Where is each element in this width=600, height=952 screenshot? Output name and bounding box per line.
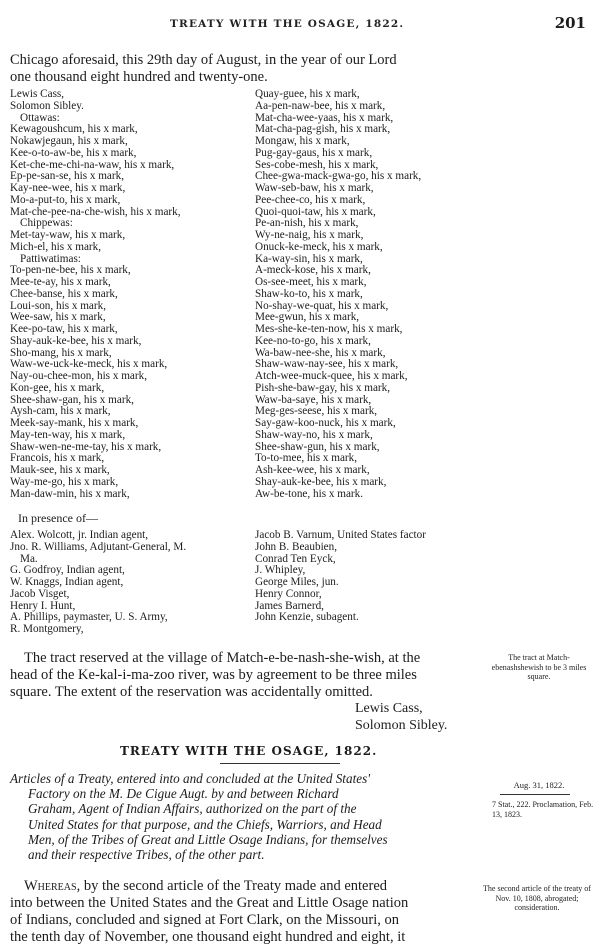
signatory-entry: Chee-gwa-mack-gwa-go, his x mark,	[255, 170, 422, 183]
signatory-entry: Aa-pen-naw-bee, his x mark,	[255, 99, 386, 112]
intro-line: Chicago aforesaid, this 29th day of August, in the year of our Lord	[10, 52, 397, 68]
signatory-entry: Say-gaw-koo-nuck, his x mark,	[255, 417, 396, 429]
signatory-entry: Pug-gay-gaus, his x mark,	[255, 146, 373, 159]
date-margin-note: Aug. 31, 1822.	[513, 780, 565, 790]
witness-entry: Jno. R. Williams, Adjutant-General, M.	[10, 540, 187, 553]
signatory-entry: Onuck-ke-meck, his x mark,	[255, 240, 383, 253]
tract-line: head of the Ke-kal-i-ma-zoo river, was by agreement to be three miles	[10, 667, 417, 683]
tract-margin-note: The tract at Match-ebenashshewish to be 3 miles square.	[491, 653, 587, 681]
signatory-entry: Kee-po-taw, his x mark,	[10, 323, 118, 335]
signatory-entry: Quay-guee, his x mark,	[255, 88, 360, 100]
signatory-entry: Mee-te-ay, his x mark,	[10, 276, 111, 288]
witness-entry: R. Montgomery,	[10, 623, 84, 635]
articles-paragraph	[10, 771, 482, 862]
signatory-entry: Waw-we-uck-ke-meck, his x mark,	[10, 358, 168, 371]
second-article-margin-note: The second article of the treaty of Nov. 10, 1808, abrogated; consideration.	[483, 884, 591, 912]
signatory-entry: Solomon Sibley.	[10, 99, 84, 112]
articles-line: United States for that purpose, and the Chiefs, Warriors, and Head	[28, 816, 382, 832]
signatory-entry: Mat-cha-wee-yaas, his x mark,	[255, 111, 394, 124]
signatory-entry: To-to-mee, his x mark,	[255, 452, 358, 465]
signatory-entry: Met-tay-waw, his x mark,	[10, 229, 126, 241]
signatory-entry: Pee-chee-co, his x mark,	[255, 193, 366, 206]
signatory-entry: Mo-a-put-to, his x mark,	[10, 193, 121, 206]
signatory-entry: Ket-che-me-chi-na-waw, his x mark,	[10, 158, 175, 171]
signatory-entry: Kay-nee-wee, his x mark,	[10, 182, 126, 194]
signatory-entry: Chippewas:	[20, 217, 73, 230]
signatory-entry: Quoi-quoi-taw, his x mark,	[255, 205, 376, 218]
witness-entry: Alex. Wolcott, jr. Indian agent,	[10, 529, 149, 541]
running-head: TREATY WITH THE OSAGE, 1822.	[170, 18, 405, 30]
signatory-entry: Pish-she-baw-gay, his x mark,	[255, 381, 391, 394]
date-rule	[500, 794, 570, 795]
signatory-entry: Chee-banse, his x mark,	[10, 287, 118, 300]
signature-cass: Lewis Cass,	[355, 701, 423, 716]
signatory-entry: Loui-son, his x mark,	[10, 299, 107, 312]
section-title: TREATY WITH THE OSAGE, 1822.	[120, 744, 378, 758]
signatory-entry: Mee-gwun, his x mark,	[255, 311, 360, 324]
signatory-entry: Meg-ges-seese, his x mark,	[255, 405, 378, 418]
signatory-entry: Shaw-ko-to, his x mark,	[255, 287, 363, 300]
intro-paragraph	[10, 52, 488, 86]
signatory-entry: Man-daw-min, his x mark,	[10, 487, 130, 500]
signature-sibley: Solomon Sibley.	[355, 718, 448, 733]
signatory-entry: Pe-an-nish, his x mark,	[255, 217, 359, 230]
witness-entry: Conrad Ten Eyck,	[255, 552, 336, 565]
intro-line: one thousand eight hundred and twenty-one.	[10, 69, 268, 85]
signatory-entry: Shay-auk-ke-bee, his x mark,	[255, 475, 387, 488]
signatory-entry: Pattiwatimas:	[20, 252, 81, 265]
articles-line: and their respective Tribes, of the other part.	[28, 847, 265, 863]
signatory-entry: Wa-baw-nee-she, his x mark,	[255, 346, 386, 359]
signatory-entry: Aw-be-tone, his x mark.	[255, 487, 364, 500]
signatory-entry: May-ten-way, his x mark,	[10, 428, 126, 441]
whereas-line: into between the United States and the Great and Little Osage nation	[10, 895, 409, 911]
whereas-lead: Whereas,	[24, 878, 81, 894]
signatory-entry: Kee-o-to-aw-be, his x mark,	[10, 146, 137, 159]
signatory-entry: Wy-ne-naig, his x mark,	[255, 229, 364, 241]
signatory-entry: Ka-way-sin, his x mark,	[255, 252, 363, 265]
signatory-entry: A-meck-kose, his x mark,	[255, 264, 371, 277]
signatory-entry: Kee-no-to-go, his x mark,	[255, 334, 371, 347]
witness-entry: John Kenzie, subagent.	[255, 611, 359, 624]
witness-entry: W. Knaggs, Indian agent,	[10, 576, 124, 588]
signatory-entry: No-shay-we-quat, his x mark,	[255, 299, 389, 312]
signatory-entry: Way-me-go, his x mark,	[10, 475, 119, 488]
signatory-entry: Ottawas:	[20, 111, 60, 124]
signatory-entry: Aysh-cam, his x mark,	[10, 405, 111, 418]
signatory-entry: Francois, his x mark,	[10, 452, 105, 465]
presence-label: In presence of—	[18, 511, 98, 525]
signatory-entry: Lewis Cass,	[10, 88, 65, 100]
witness-entry: Jacob Visget,	[10, 587, 70, 600]
witness-entry: Henry Connor,	[255, 587, 322, 600]
witness-entry: George Miles, jun.	[255, 576, 339, 588]
signatory-entry: Shaw-wen-ne-me-tay, his x mark,	[10, 440, 162, 453]
witness-entry: G. Godfroy, Indian agent,	[10, 564, 125, 577]
signatory-entry: Shay-auk-ke-bee, his x mark,	[10, 334, 142, 347]
signatory-entry: Meek-say-mank, his x mark,	[10, 417, 139, 429]
signatory-entry: Wee-saw, his x mark,	[10, 311, 106, 324]
whereas-line: by the second article of the Treaty made and entered	[80, 878, 388, 894]
tract-paragraph	[10, 650, 488, 701]
witness-entry: James Barnerd,	[255, 599, 324, 612]
page-number: 201	[554, 14, 586, 32]
signatory-entry: Os-see-meet, his x mark,	[255, 276, 367, 288]
witnesses-left-column	[10, 530, 186, 636]
articles-line: Men, of the Tribes of Great and Little Osage Indians, for themselves	[28, 831, 388, 847]
title-rule	[220, 763, 340, 764]
signatory-entry: Ep-pe-san-se, his x mark,	[10, 170, 125, 183]
signatory-entry: Mongaw, his x mark,	[255, 135, 350, 147]
signatories-right-column	[255, 89, 421, 500]
signatory-entry: Mat-che-pee-na-che-wish, his x mark,	[10, 205, 181, 218]
signatory-entry: Kon-gee, his x mark,	[10, 381, 105, 394]
signatory-entry: Atch-wee-muck-quee, his x mark,	[255, 370, 408, 382]
witness-entry: A. Phillips, paymaster, U. S. Army,	[10, 611, 168, 624]
whereas-paragraph	[10, 878, 488, 946]
signatories-left-column	[10, 89, 181, 500]
whereas-line: the tenth day of November, one thousand eight hundred and eight, it	[10, 929, 406, 945]
signatory-entry: Shee-shaw-gan, his x mark,	[10, 393, 134, 406]
signatory-entry: To-pen-ne-bee, his x mark,	[10, 264, 131, 277]
signatory-entry: Nokawjegaun, his x mark,	[10, 135, 128, 147]
articles-line: Articles of a Treaty, entered into and concluded at the United States'	[10, 771, 371, 786]
signatory-entry: Ash-kee-wee, his x mark,	[255, 464, 370, 476]
witness-entry: Henry I. Hunt,	[10, 599, 76, 612]
whereas-line: of Indians, concluded and signed at Fort Clark, on the Missouri, on	[10, 912, 400, 928]
tract-line: square. The extent of the reservation was accidentally omitted.	[10, 684, 373, 700]
signatory-entry: Waw-ba-saye, his x mark,	[255, 393, 372, 406]
signatory-entry: Shaw-waw-nay-see, his x mark,	[255, 358, 399, 371]
signatory-entry: Mes-she-ke-ten-now, his x mark,	[255, 323, 403, 335]
stat-margin-note: 7 Stat., 222. Proclamation, Feb. 13, 1823.	[492, 800, 594, 819]
articles-line: Factory on the M. De Cigue Augt. by and between Richard	[28, 786, 339, 802]
signatory-entry: Sho-mang, his x mark,	[10, 346, 112, 359]
witness-entry: Ma.	[20, 552, 38, 565]
signatory-entry: Mich-el, his x mark,	[10, 240, 102, 253]
witness-entry: Jacob B. Varnum, United States factor	[255, 529, 426, 541]
signatory-entry: Nay-ou-chee-mon, his x mark,	[10, 370, 148, 382]
tract-line: The tract reserved at the village of Match-e-be-nash-she-wish, at the	[24, 650, 421, 666]
signatory-entry: Shaw-way-no, his x mark,	[255, 428, 373, 441]
signatory-entry: Shee-shaw-gun, his x mark,	[255, 440, 380, 453]
articles-line: Graham, Agent of Indian Affairs, authorized on the part of the	[28, 801, 357, 817]
signatory-entry: Ses-cobe-mesh, his x mark,	[255, 158, 379, 171]
signatory-entry: Mat-cha-pag-gish, his x mark,	[255, 123, 391, 136]
witnesses-right-column	[255, 530, 426, 624]
witness-entry: J. Whipley,	[255, 564, 306, 577]
signatory-entry: Mauk-see, his x mark,	[10, 464, 110, 476]
signatory-entry: Waw-seb-baw, his x mark,	[255, 182, 374, 194]
witness-entry: John B. Beaubien,	[255, 540, 338, 553]
signatory-entry: Kewagoushcum, his x mark,	[10, 123, 138, 136]
